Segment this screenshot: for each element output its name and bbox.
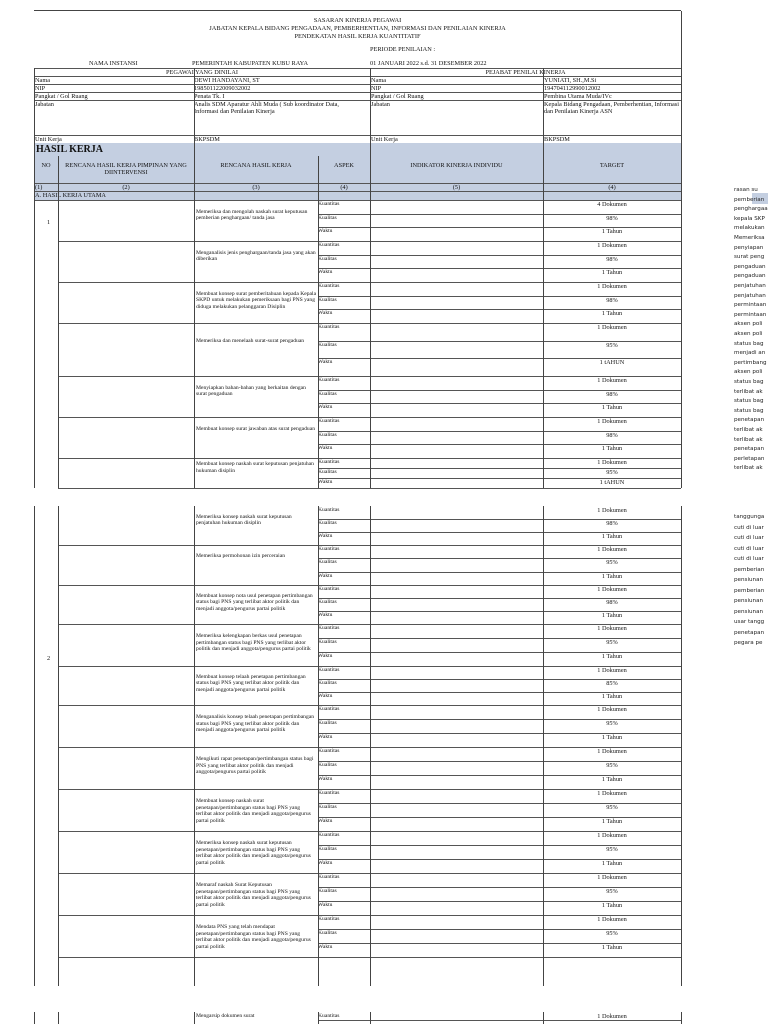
target-kuantitas: 1 Dokumen [597,1013,627,1020]
adjacent-cell-text: permintaan [734,302,767,309]
adjacent-cell-text: menjadi an [734,350,766,357]
col-rhk-pimpinan: RENCANA HASIL KERJA PIMPINAN YANG DIINTERVENSI [65,162,187,176]
target-kuantitas: 1 Dokumen [597,507,627,514]
adjacent-cell-text: pertimbang [734,359,767,366]
target-waktu: 1 Tahun [601,404,623,412]
group-a-label: A. HASIL KERJA UTAMA [35,192,106,199]
col-aspek: ASPEK [334,162,354,169]
adjacent-cell-text: kepala SKP [734,215,765,222]
aspek-kuantitas: Kuantitas [318,507,340,513]
dinilai-nip-label: NIP [35,85,46,92]
rhk-text: Menyiapkan bahan-bahan yang berkaitan dengan surat pengaduan [196,384,306,398]
row-number-2: 2 [47,655,51,662]
target-kualitas: 85% [606,680,618,687]
aspek-waktu: Waktu [318,310,333,317]
penilai-pangkat: Pembina Utama Muda/IVc [544,93,612,100]
rhk-text: Menganalisis konsep telaah penetapan pertimbangan status bagi PNS yang terlibat aktor politik dan menjadi anggota/pengurus partai politik [196,714,315,734]
col-indikator: INDIKATOR KINERJA INDIVIDU [410,162,503,169]
sheet-page-1 [34,10,681,488]
target-waktu: 1 tAHUN [599,359,625,367]
doc-approach: PENDEKATAN HASIL KERJA KUANTITATIF [294,33,421,40]
table-row [34,241,681,282]
aspek-kuantitas: Kuantitas [318,377,340,383]
instansi-label: NAMA INSTANSI [89,60,138,67]
colnum-2: (2) [122,184,130,191]
periode-label: PERIODE PENILAIAN : [370,46,436,53]
rhk-text: Mengarsip dokumen surat [196,1013,255,1019]
aspek-kualitas: Kualitas [318,680,337,686]
adjacent-cell-text: penetapan [734,629,765,636]
target-kuantitas: 1 Dokumen [597,546,627,553]
aspek-kuantitas: Kuantitas [318,418,340,424]
aspek-kualitas: Kualitas [318,888,337,894]
aspek-kuantitas: Kuantitas [318,459,340,465]
adjacent-cell-text: status bag [734,398,764,405]
adjacent-cell-text: terlibat ak [734,465,763,472]
penilai-pangkat-label: Pangkat / Gol Ruang [371,93,424,100]
target-waktu: 1 Tahun [601,693,623,700]
adjacent-cell-text: melakukan [734,225,765,232]
table-row [34,506,681,545]
target-kualitas: 95% [606,846,618,853]
aspek-kuantitas: Kuantitas [318,283,340,289]
penilai-jabatan: Kepala Bidang Pengadaan, Pemberhentian, Informasi dan Penilaian Kinerja ASN [544,101,679,115]
aspek-waktu: Waktu [318,479,333,485]
aspek-kualitas: Kualitas [318,599,337,605]
adjacent-cell-text: pemberian [734,566,765,573]
target-waktu: 1 Tahun [601,228,623,236]
adjacent-cell-text: status bag [734,340,764,347]
target-kuantitas: 1 Dokumen [597,377,627,384]
aspek-kuantitas: Kuantitas [318,586,340,592]
doc-title: SASARAN KINERJA PEGAWAI [313,17,402,24]
adjacent-cell-text: pemberian [734,587,765,594]
dinilai-nama: DEWI HANDAYANI, ST [194,77,260,84]
sheet-page-2 [34,506,681,986]
target-kuantitas: 4 Dokumen [597,201,627,208]
adjacent-cell-text: pemberian [734,196,765,203]
target-kualitas: 98% [606,520,618,527]
adjacent-cell-text: status bag [734,379,764,385]
aspek-kuantitas: Kuantitas [318,916,340,922]
table-row [34,915,681,957]
periode-value: 01 JANUARI 2022 s.d. 31 DESEMBER 2022 [370,60,487,67]
target-kualitas: 98% [606,255,618,263]
adjacent-cell-text: terlibat ak [734,388,763,395]
target-kualitas: 98% [606,599,618,606]
target-waktu: 1 tAHUN [599,479,625,486]
adjacent-cell-text: penjatuhan [734,292,766,299]
aspek-kualitas: Kualitas [318,846,337,852]
table-row [34,458,681,488]
aspek-waktu: Waktu [318,902,333,908]
aspek-kualitas: Kualitas [318,804,337,810]
table-row [34,376,681,417]
aspek-kualitas: Kualitas [318,214,337,221]
target-kuantitas: 1 Dokumen [597,418,627,425]
target-waktu: 1 Tahun [601,612,623,619]
rhk-text: Membuat konsep surat jawaban atas surat pengaduan [196,425,315,432]
target-waktu: 1 Tahun [601,269,623,277]
adjacent-cell-text: cuti di luar [734,535,764,541]
aspek-waktu: Waktu [318,572,333,579]
target-waktu: 1 Tahun [601,572,623,580]
adjacent-cell-text: pengaduan [734,273,766,280]
dinilai-pangkat-label: Pangkat / Gol Ruang [35,93,88,100]
rhk-text: Menganalisis jenis penghargaan/tanda jasa yang akan diberikan [196,249,316,263]
dinilai-pangkat: Penata Tk. I [194,93,225,100]
aspek-kuantitas: Kuantitas [318,324,340,330]
colnum-1: (1) [35,184,43,191]
aspek-kualitas: Kualitas [318,639,337,645]
aspek-kualitas: Kualitas [318,341,337,348]
table-row [34,666,681,705]
aspek-kualitas: Kualitas [318,720,337,726]
col-rhk: RENCANA HASIL KERJA [220,162,292,169]
aspek-kuantitas: Kuantitas [318,832,340,838]
dinilai-nip: 198501122009032002 [194,85,251,92]
row-number-1: 1 [47,219,51,226]
penilai-title: PEJABAT PENILAI KINERJA [485,69,566,76]
adjacent-cell-text: terlibat ak [734,427,763,433]
dinilai-jabatan-label: Jabatan [35,101,54,108]
target-kuantitas: 1 Dokumen [597,625,627,632]
target-waktu: 1 Tahun [601,944,623,951]
adjacent-cell-text: tanggunga [734,514,765,520]
aspek-kualitas: Kualitas [318,390,337,397]
target-kualitas: 95% [606,888,618,895]
penilai-unit-label: Unit Kerja [371,136,398,143]
rhk-text: Mendata PNS yang telah mendapat penetapan/pertimbangan status bagi PNS yang terlibat aktor politik dan menjadi anggota/pengurus partai politik [196,924,311,950]
table-row [34,585,681,624]
aspek-kuantitas: Kuantitas [318,201,340,207]
adjacent-cell-text: pensiunan [734,608,764,615]
rhk-text: Memeriksa kelengkapan berkas usul penetapan pertimbangan status bagi PNS yang terlibat aktor politik dan menjadi anggota/pengurus partai politik [196,633,311,653]
target-kuantitas: 1 Dokumen [597,706,627,713]
target-kuantitas: 1 Dokumen [597,242,627,249]
aspek-kuantitas: Kuantitas [318,242,340,248]
target-kualitas: 98% [606,214,618,222]
adjacent-cell-text: usar tangg [734,619,765,625]
penilai-nama: YUNIATI, SH.,M.Si [544,77,597,84]
target-kuantitas: 1 Dokumen [597,874,627,881]
penilai-jabatan-label: Jabatan [371,101,390,108]
target-waktu: 1 Tahun [601,818,623,825]
adjacent-cell-text: permintaan [734,311,767,318]
target-kualitas: 95% [606,720,618,727]
instansi-value: PEMERINTAH KABUPATEN KUBU RAYA [192,60,309,67]
adjacent-cell-text: terlibat ak [734,436,763,443]
target-kuantitas: 1 Dokumen [597,586,627,593]
adjacent-cell-text: pensiunan [734,577,764,583]
aspek-kuantitas: Kuantitas [318,546,340,552]
aspek-waktu: Waktu [318,404,333,411]
adjacent-cell-text: pensiunan [734,598,764,604]
table-row [34,200,681,241]
target-waktu: 1 Tahun [601,860,623,867]
target-kualitas: 95% [606,341,618,349]
rhk-text: Memeriksa konsep naskah surat keputusan penjatuhan hukuman disiplin [196,513,292,527]
doc-subtitle: JABATAN KEPALA BIDANG PENGADAAN, PEMBERHENTIAN, INFORMASI DAN PENILAIAN KINERJA [209,25,506,32]
table-row [34,282,681,323]
target-waktu: 1 Tahun [601,776,623,783]
adjacent-cell-text: pengaduan [734,263,766,270]
target-kuantitas: 1 Dokumen [597,283,627,290]
aspek-waktu: Waktu [318,228,333,235]
target-kualitas: 98% [606,296,618,304]
table-row [34,789,681,831]
table-row [34,417,681,458]
adjacent-cell-text: aksen poli [734,321,763,328]
table-row [34,831,681,873]
target-waktu: 1 Tahun [601,902,623,909]
dinilai-title: PEGAWAI YANG DINILAI [165,69,238,76]
target-kualitas: 98% [606,390,618,398]
aspek-waktu: Waktu [318,734,333,740]
aspek-waktu: Waktu [318,269,333,276]
colnum-4: (4) [340,184,348,191]
adjacent-cell-text: penyiapan [734,244,764,251]
target-waktu: 1 Tahun [601,734,623,741]
penilai-unit: BKPSDM [544,136,570,143]
aspek-kualitas: Kualitas [318,255,337,262]
target-kualitas: 95% [606,804,618,811]
rhk-text: Membuat konsep nota usul penetapan pertimbangan status bagi PNS yang terlibat aktor politik dan menjadi anggota/pengurus partai politik [196,592,313,612]
colnum-6: (4) [608,184,616,191]
section-title: HASIL KERJA [36,144,103,155]
rhk-text: Membuat konsep surat pemberitahuan kepada Kepala SKPD untuk melakukan pemeriksaan bagi PNS yang diduga melakukan pelanggaran Disiplin [196,290,317,310]
target-waktu: 1 Tahun [601,445,623,453]
target-kualitas: 95% [606,559,618,567]
aspek-waktu: Waktu [318,818,333,824]
rhk-text: Memaraf naskah Surat Keputusan penetapan/pertimbangan status bagi PNS yang terlibat aktor politik dan menjadi anggota/pengurus partai politik [196,882,311,908]
aspek-kuantitas: Kuantitas [318,790,340,796]
col-target: TARGET [599,162,625,169]
aspek-kualitas: Kualitas [318,431,337,438]
target-kuantitas: 1 Dokumen [597,748,627,755]
rhk-text: Memeriksa permohonan izin perceraian [196,553,285,559]
adjacent-cell-text: penjatuhan [734,283,766,289]
dinilai-unit: BKPSDM [194,136,220,143]
target-kuantitas: 1 Dokumen [597,790,627,797]
adjacent-cell-text: aksen poli [734,369,763,376]
aspek-kuantitas: Kuantitas [318,874,340,880]
colnum-5: (5) [452,184,461,191]
target-kuantitas: 1 Dokumen [597,324,627,331]
adjacent-cell-text: penetapan [734,417,765,424]
target-waktu: 1 Tahun [601,533,623,540]
adjacent-cell-text: Memeriksa [734,235,765,241]
target-kualitas: 95% [606,469,618,476]
rhk-text: Memeriksa konsep naskah surat keputusan penetapan/pertimbangan status bagi PNS yang terlibat aktor politik dan menjadi anggota/pengurus partai politik [196,840,311,866]
adjacent-cell-text: perletapan [734,455,765,462]
adjacent-cell-text: aksen poli [734,331,763,337]
target-kualitas: 98% [606,431,618,439]
aspek-kualitas: Kualitas [318,559,337,566]
target-waktu: 1 Tahun [601,653,623,660]
target-kualitas: 95% [606,930,618,937]
aspek-kuantitas: Kuantitas [318,667,340,673]
aspek-kualitas: Kualitas [318,296,337,303]
target-kuantitas: 1 Dokumen [597,916,627,923]
aspek-waktu: Waktu [318,776,333,782]
table-row [34,323,681,376]
adjacent-cell-text: penetapan [734,446,765,453]
rhk-text: Membuat konsep naskah surat penetapan/pertimbangan status bagi PNS yang terlibat aktor politik dan menjadi anggota/pengurus partai politik [196,798,311,824]
rhk-text: Memeriksa dan menelaah surat-surat pengaduan [196,337,305,344]
dinilai-nama-label: Nama [35,77,51,84]
target-kualitas: 95% [606,639,618,646]
adjacent-cell-text: penghargaa [734,206,768,213]
adjacent-cell-text: rasan su [734,187,758,193]
aspek-waktu: Waktu [318,445,333,452]
rhk-text: Memeriksa dan mengolah naskah surat keputusan pemberian penghargaan/ tanda jasa [196,208,308,222]
table-row [34,705,681,747]
aspek-kuantitas: Kuantitas [318,706,340,712]
aspek-waktu: Waktu [318,359,333,366]
aspek-waktu: Waktu [318,653,333,659]
penilai-nip-label: NIP [371,85,382,92]
aspek-kuantitas: Kuantitas [318,748,340,754]
penilai-nama-label: Nama [371,77,387,84]
rhk-text: Membuat konsep telaah penetapan pertimbangan status bagi PNS yang terlibat aktor politik dan menjadi anggota/pengurus partai politik [196,673,306,693]
adjacent-cell-text: pegara pe [734,640,763,646]
aspek-waktu: Waktu [318,944,333,950]
aspek-waktu: Waktu [318,693,333,699]
aspek-waktu: Waktu [318,612,333,618]
aspek-kualitas: Kualitas [318,930,337,936]
target-kuantitas: 1 Dokumen [597,832,627,839]
rhk-text: Mengikuti rapat penetapan/pertimbangan status bagi PNS yang terlibat aktor politik dan menjadi anggota/pengurus partai politik [196,756,314,776]
aspek-waktu: Waktu [318,533,333,539]
adjacent-cell-text: surat peng [734,254,765,261]
col-no: NO [41,162,51,169]
target-kualitas: 95% [606,762,618,769]
table-row [34,747,681,789]
aspek-kuantitas: Kuantitas [318,625,340,631]
aspek-kualitas: Kualitas [318,469,337,475]
aspek-waktu: Waktu [318,860,333,866]
table-row [34,624,681,666]
adjacent-cell-text: cuti di luar [734,545,764,552]
table-row [34,873,681,915]
aspek-kualitas: Kualitas [318,762,337,768]
dinilai-unit-label: Unit Kerja [35,136,62,143]
target-waktu: 1 Tahun [601,310,623,318]
adjacent-cell-text: cuti di luar [734,556,764,562]
target-kuantitas: 1 Dokumen [597,459,627,466]
dinilai-jabatan: Analis SDM Aparatur Ahli Muda ( Sub koordinator Data, Informasi dan Penilaian Kinerja [194,101,339,115]
aspek-kualitas: Kualitas [318,520,337,526]
table-row [34,545,681,585]
adjacent-cell-text: cuti di luar [734,524,764,531]
target-kuantitas: 1 Dokumen [597,667,627,674]
colnum-3: (3) [252,184,260,191]
penilai-nip: 194704112990012002 [544,85,601,92]
rhk-text: Membuat konsep naskah surat keputusan penjatuhan hukuman disiplin [196,461,314,474]
adjacent-cell-text: status bag [734,407,764,414]
aspek-kuantitas: Kuantitas [318,1013,340,1019]
sheet-page-3 [34,1012,681,1024]
